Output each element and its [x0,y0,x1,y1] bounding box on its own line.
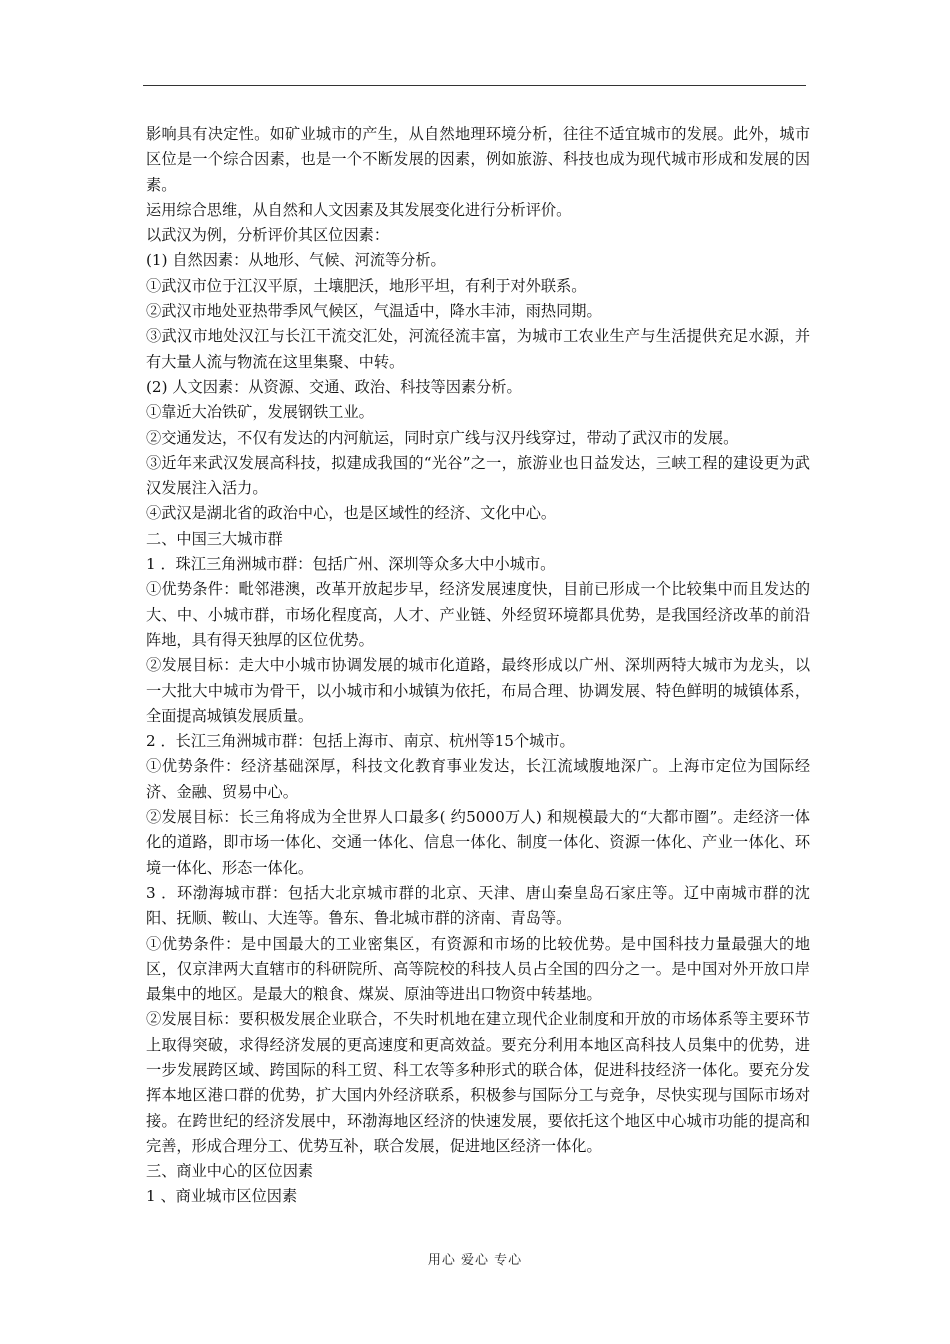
paragraph: ①优势条件：经济基础深厚，科技文化教育事业发达，长江流域腹地深广。上海市定位为国际经济、金融、贸易中心。 [146,757,810,801]
paragraph: (1) 自然因素：从地形、气候、河流等分析。 [146,251,446,270]
paragraph: ②交通发达，不仅有发达的内河航运，同时京广线与汉丹线穿过，带动了武汉市的发展。 [146,428,739,447]
document-body [146,122,810,1210]
page-footer: 用心 爱心 专心 [427,1253,523,1268]
paragraph: ③武汉市地处汉江与长江干流交汇处，河流径流丰富，为城市工农业生产与生活提供充足水源，并有大量人流与物流在这里集聚、中转。 [146,327,810,371]
paragraph: ①优势条件：是中国最大的工业密集区，有资源和市场的比较优势。是中国科技力量最强大的地区，仅京津两大直辖市的科研院所、高等院校的科技人员占全国的四分之一。是中国对外开放口岸最集中的地区。是最大的粮食、煤炭、原油等进出口物资中转基地。 [146,934,810,1004]
paragraph: 影响具有决定性。如矿业城市的产生，从自然地理环境分析，往往不适宜城市的发展。此外，城市区位是一个综合因素，也是一个不断发展的因素，例如旅游、科技也成为现代城市形成和发展的因素。 [146,125,810,194]
paragraph: ①优势条件：毗邻港澳，改革开放起步早，经济发展速度快，目前已形成一个比较集中而且发达的大、中、小城市群，市场化程度高，人才、产业链、外经贸环境都具优势，是我国经济改革的前沿阵地，具有得天独厚的区位优势。 [146,580,810,649]
paragraph: 运用综合思维，从自然和人文因素及其发展变化进行分析评价。 [146,200,572,219]
section-heading: 三、商业中心的区位因素 [146,1162,314,1181]
paragraph: ④武汉是湖北省的政治中心，也是区域性的经济、文化中心。 [146,504,557,523]
paragraph: ②发展目标：长三角将成为全世界人口最多( 约5000万人) 和规模最大的“大都市圈”。走经济一体化的道路，即市场一体化、交通一体化、信息一体化、制度一体化、资源一体化、产业一体化、环境一体化、形态一体化。 [146,808,810,877]
paragraph: ②武汉市地处亚热带季风气候区，气温适中，降水丰沛，雨热同期。 [146,302,602,321]
paragraph: 以武汉为例，分析评价其区位因素： [146,226,389,245]
header-rule [143,85,806,86]
paragraph: ①武汉市位于江汉平原，土壤肥沃，地形平坦，有利于对外联系。 [146,276,587,295]
paragraph: 2 ．长江三角洲城市群：包括上海市、南京、杭州等15个城市。 [146,732,575,751]
section-heading: 二、中国三大城市群 [146,529,283,548]
paragraph: 3 ．环渤海城市群：包括大北京城市群的北京、天津、唐山秦皇岛石家庄等。辽中南城市群的沈阳、抚顺、鞍山、大连等。鲁东、鲁北城市群的济南、青岛等。 [146,883,810,928]
paragraph: ②发展目标：走大中小城市协调发展的城市化道路，最终形成以广州、深圳两特大城市为龙头，以一大批大中城市为骨干，以小城市和小城镇为依托，布局合理、协调发展、特色鲜明的城镇体系，全面提高城镇发展质量。 [146,656,810,725]
paragraph: 1 ．珠江三角洲城市群：包括广州、深圳等众多大中小城市。 [146,555,556,574]
paragraph: ③近年来武汉发展高科技，拟建成我国的“光谷”之一，旅游业也日益发达，三峡工程的建设更为武汉发展注入活力。 [146,453,810,498]
paragraph: ②发展目标：要积极发展企业联合，不失时机地在建立现代企业制度和开放的市场体系等主要环节上取得突破，求得经济发展的更高速度和更高效益。要充分利用本地区高科技人员集中的优势，进一步发展跨区域、跨国际的科工贸、科工农等多种形式的联合体，促进科技经济一体化。要充分发挥本地区港口群的优势，扩大国内外经济联系，积极参与国际分工与竞争，尽快实现与国际市场对接。在跨世纪的经济发展中，环渤海地区经济的快速发展，要依托这个地区中心城市功能的提高和完善，形成合理分工、优势互补，联合发展，促进地区经济一体化。 [146,1010,810,1155]
paragraph: ①靠近大冶铁矿，发展钢铁工业。 [146,403,374,422]
paragraph: 1 、商业城市区位因素 [146,1187,298,1206]
paragraph: (2) 人文因素：从资源、交通、政治、科技等因素分析。 [146,377,522,396]
